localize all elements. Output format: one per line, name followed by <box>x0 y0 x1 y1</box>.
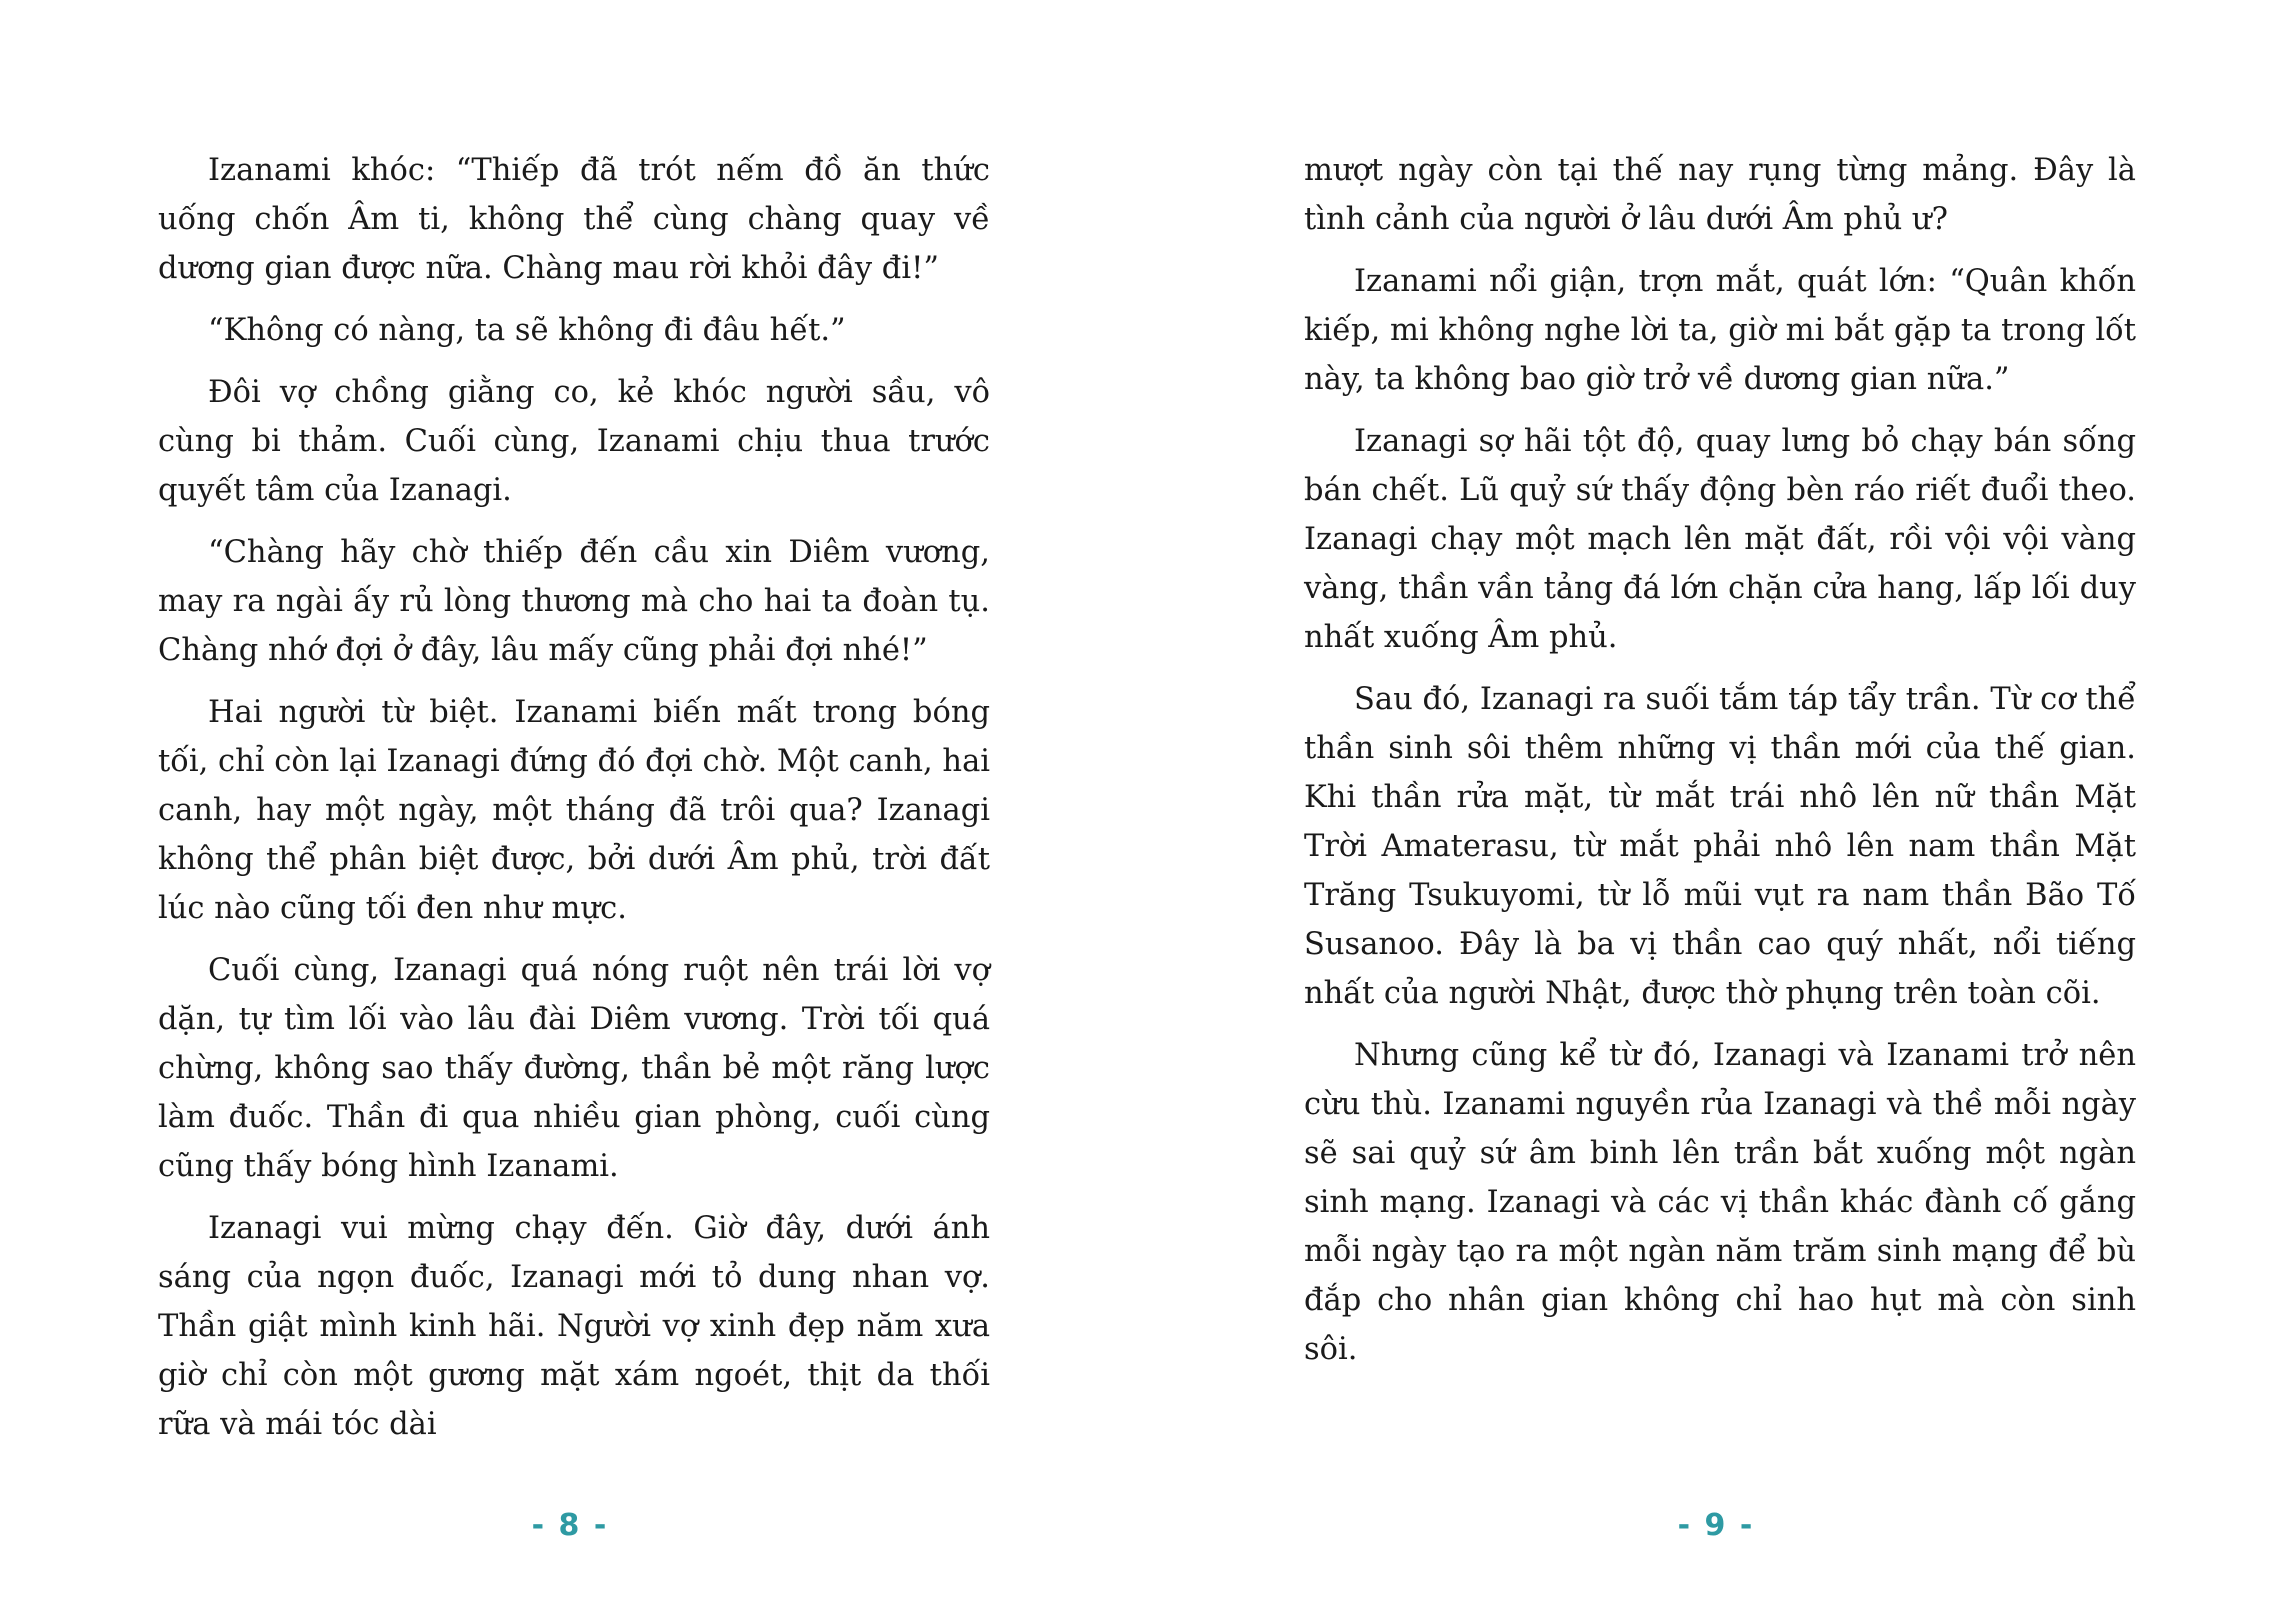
left-page-text <box>158 146 990 1462</box>
page-number-right: - 9 - <box>1677 1508 1755 1543</box>
paragraph: Izanagi sợ hãi tột độ, quay lưng bỏ chạy bán sống bán chết. Lũ quỷ sứ thấy động bèn ráo riết đuổi theo. Izanagi chạy một mạch lên mặt đất, rồi vội vội vàng vàng, thần vần tảng đá lớn chặn cửa hang, lấp lối duy nhất xuống Âm phủ. <box>1304 424 2136 655</box>
paragraph: Izanagi vui mừng chạy đến. Giờ đây, dưới ánh sáng của ngọn đuốc, Izanagi mới tỏ dung nhan vợ. Thần giật mình kinh hãi. Người vợ xinh đẹp năm xưa giờ chỉ còn một gương mặt xám ngoét, thịt da thối rữa và mái tóc dài <box>158 1211 990 1442</box>
right-page-text <box>1304 146 2136 1387</box>
page-number-left: - 8 - <box>531 1508 609 1543</box>
paragraph: “Không có nàng, ta sẽ không đi đâu hết.” <box>208 313 846 348</box>
paragraph: Sau đó, Izanagi ra suối tắm táp tẩy trần. Từ cơ thể thần sinh sôi thêm những vị thần mới của thế gian. Khi thần rửa mặt, từ mắt trái nhô lên nữ thần Mặt Trời Amaterasu, từ mắt phải nhô lên nam thần Mặt Trăng Tsukuyomi, từ lỗ mũi vụt ra nam thần Bão Tố Susanoo. Đây là ba vị thần cao quý nhất, nổi tiếng nhất của người Nhật, được thờ phụng trên toàn cõi. <box>1304 682 2136 1011</box>
paragraph: Đôi vợ chồng giằng co, kẻ khóc người sầu, vô cùng bi thảm. Cuối cùng, Izanami chịu thua trước quyết tâm của Izanagi. <box>158 375 990 508</box>
paragraph: Izanami khóc: “Thiếp đã trót nếm đồ ăn thức uống chốn Âm ti, không thể cùng chàng quay về dương gian được nữa. Chàng mau rời khỏi đây đi!” <box>158 153 990 286</box>
paragraph: Nhưng cũng kể từ đó, Izanagi và Izanami trở nên cừu thù. Izanami nguyền rủa Izanagi và thề mỗi ngày sẽ sai quỷ sứ âm binh lên trần bắt xuống một ngàn sinh mạng. Izanagi và các vị thần khác đành cố gắng mỗi ngày tạo ra một ngàn năm trăm sinh mạng để bù đắp cho nhân gian không chỉ hao hụt mà còn sinh sôi. <box>1304 1038 2136 1367</box>
paragraph: Hai người từ biệt. Izanami biến mất trong bóng tối, chỉ còn lại Izanagi đứng đó đợi chờ. Một canh, hai canh, hay một ngày, một tháng đã trôi qua? Izanagi không thể phân biệt được, bởi dưới Âm phủ, trời đất lúc nào cũng tối đen như mực. <box>158 695 991 926</box>
paragraph: Izanami nổi giận, trợn mắt, quát lớn: “Quân khốn kiếp, mi không nghe lời ta, giờ mi bắt gặp ta trong lốt này, ta không bao giờ trở về dương gian nữa.” <box>1304 264 2136 397</box>
paragraph-continuation: mượt ngày còn tại thế nay rụng từng mảng. Đây là tình cảnh của người ở lâu dưới Âm phủ ư? <box>1304 153 2136 237</box>
paragraph: Cuối cùng, Izanagi quá nóng ruột nên trái lời vợ dặn, tự tìm lối vào lâu đài Diêm vương. Trời tối quá chừng, không sao thấy đường, thần bẻ một răng lược làm đuốc. Thần đi qua nhiều gian phòng, cuối cùng cũng thấy bóng hình Izanami. <box>158 953 990 1184</box>
paragraph: “Chàng hãy chờ thiếp đến cầu xin Diêm vương, may ra ngài ấy rủ lòng thương mà cho hai ta đoàn tụ. Chàng nhớ đợi ở đây, lâu mấy cũng phải đợi nhé!” <box>158 535 990 668</box>
right-page <box>1142 0 2284 1615</box>
